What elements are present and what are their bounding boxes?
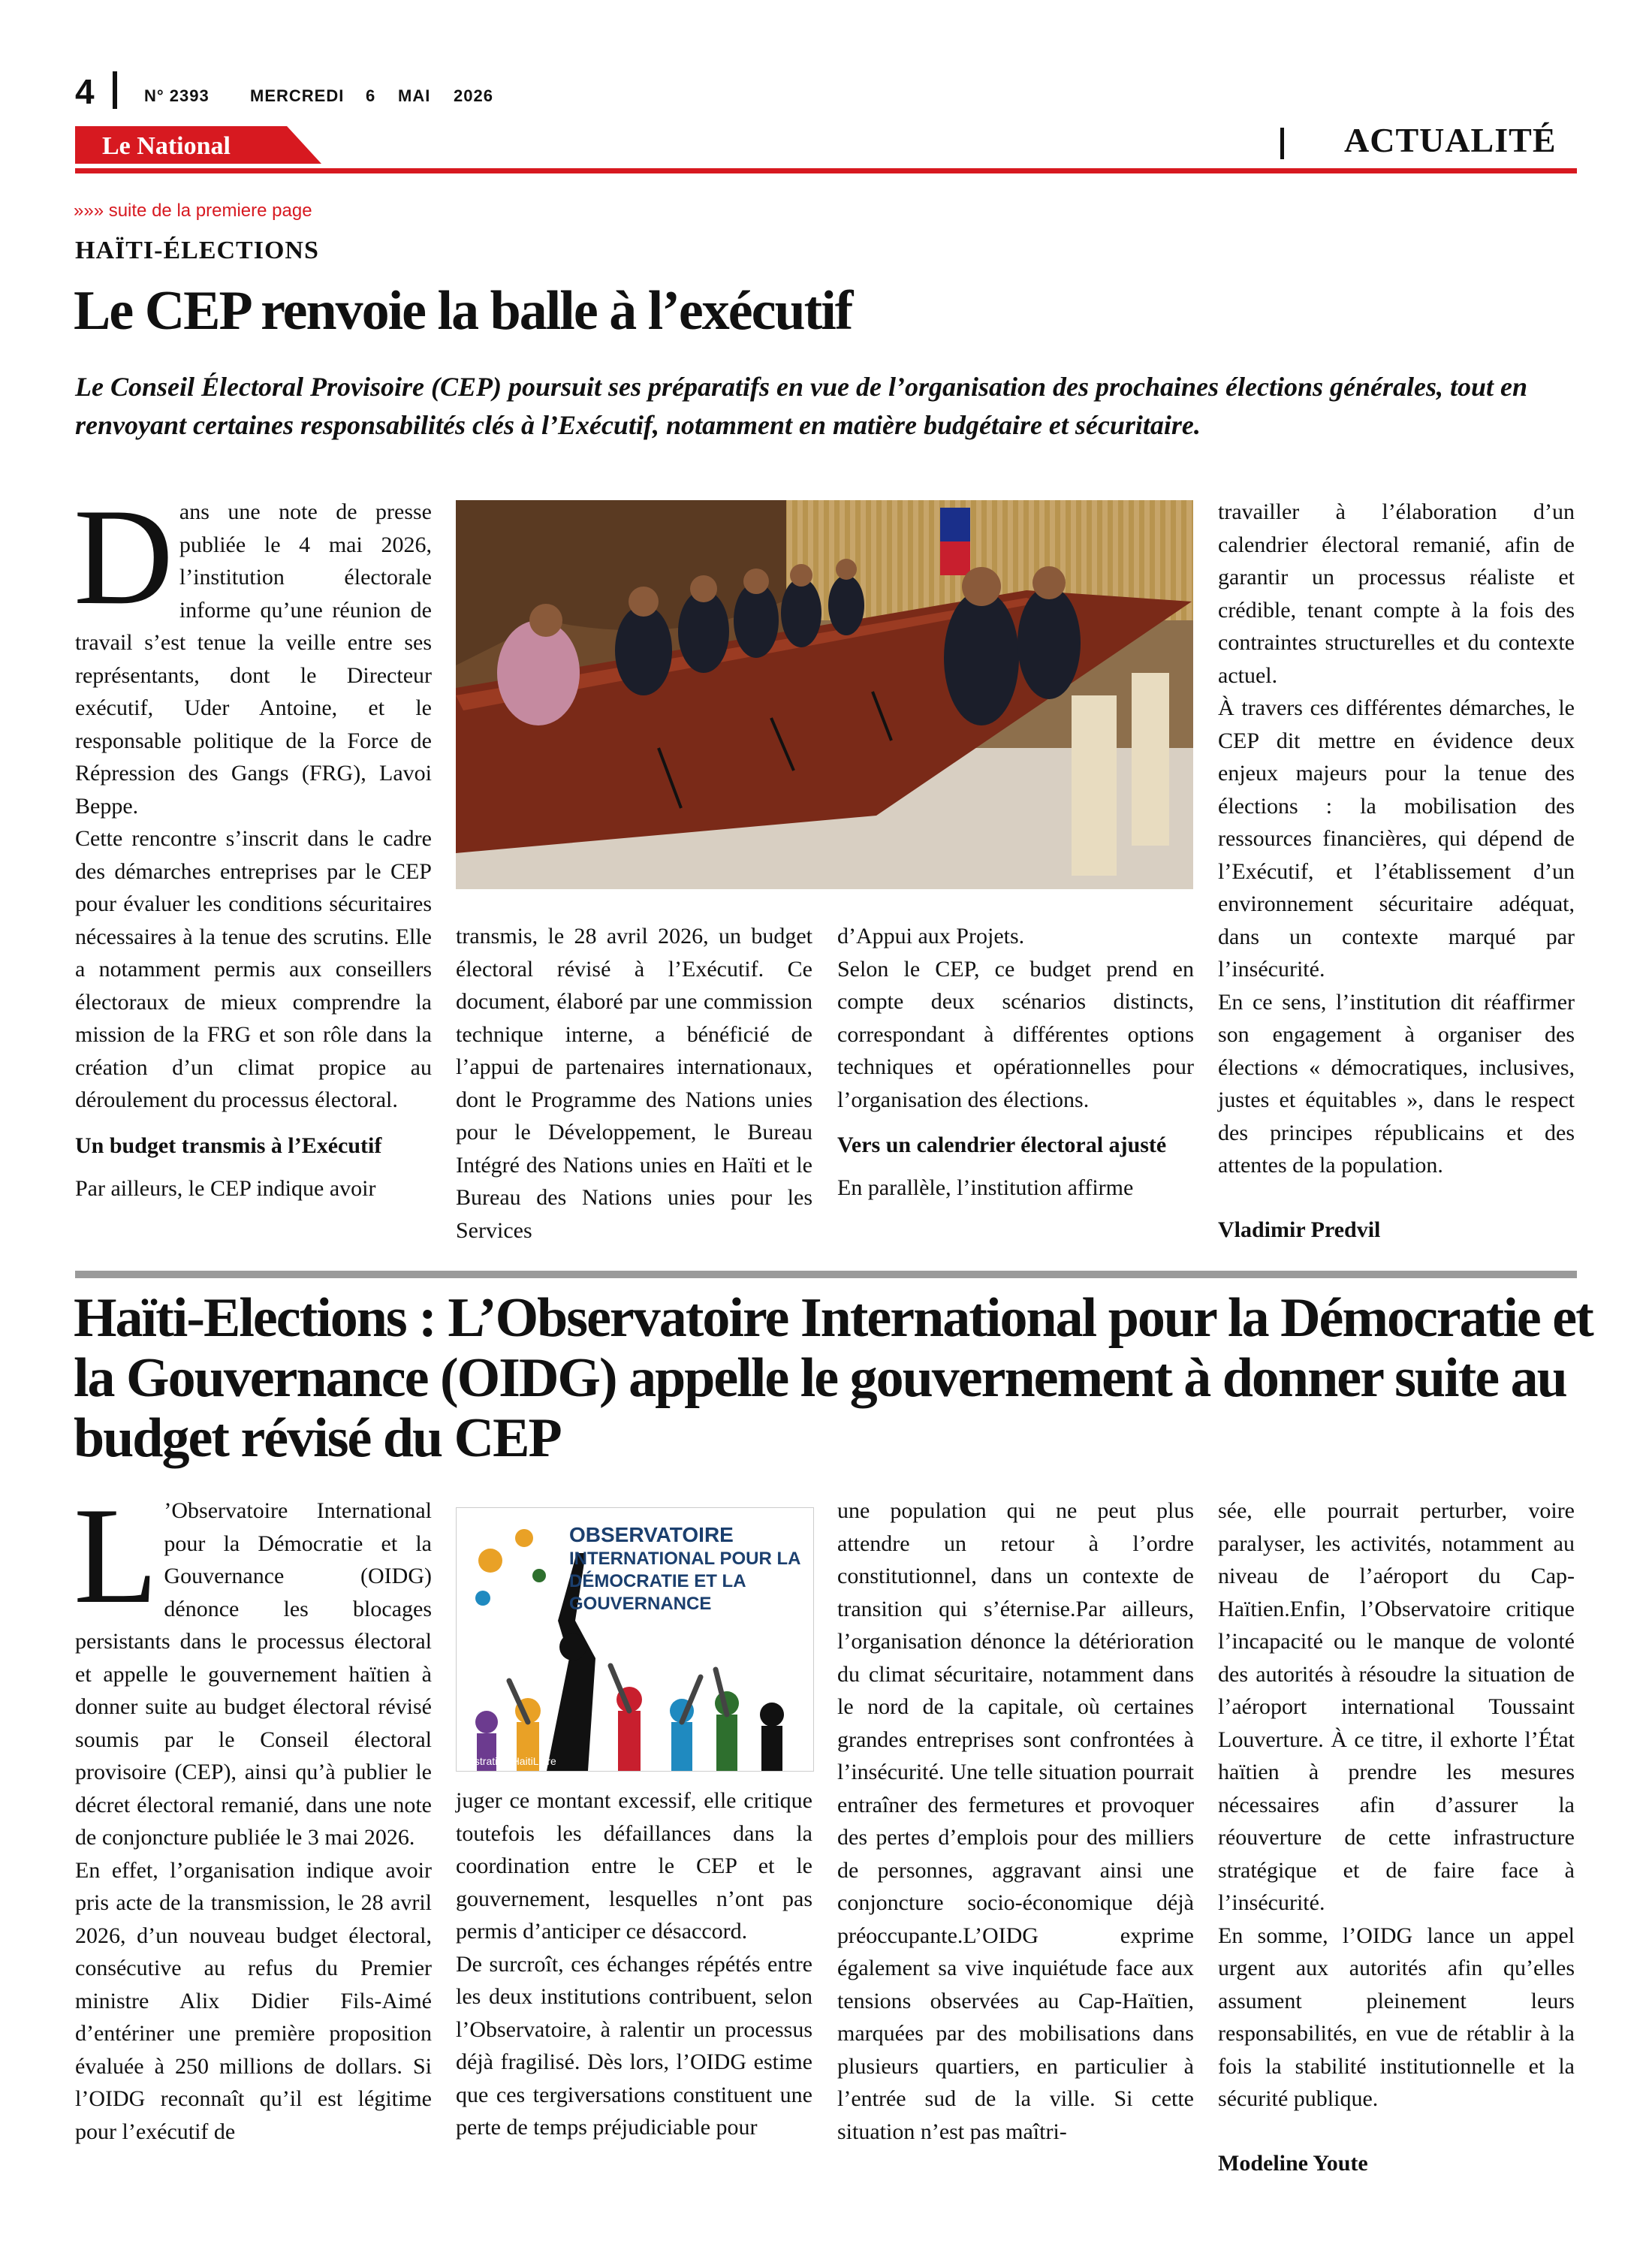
paragraph: À travers ces différentes démarches, le CEP dit mettre en évidence deux enjeux majeurs pour la tenue des élections : la mobilisation des ressources financières, qui dépend de l’Exécutif, et l’établissement d’un environnement sécuritaire adéquat, dans un contexte marqué par l’insécurité. bbox=[1218, 695, 1575, 982]
meeting-photo bbox=[456, 500, 1193, 889]
article1-lede: Le Conseil Électoral Provisoire (CEP) poursuit ses préparatifs en vue de l’organisation des prochaines élections générales, tout en renvoyant certaines responsabilités clés à l’Exécutif, notamment en matière budgétaire et sécuritaire. bbox=[75, 372, 1528, 440]
article1-column-4 bbox=[1218, 496, 1575, 1246]
logo-line-4: GOUVERNANCE bbox=[569, 1594, 712, 1614]
paragraph: De surcroît, ces échanges répétés entre les deux institutions contribuent, selon l’Observatoire, à ralentir un processus déjà fragilisé. Dès lors, l’OIDG estime que ces tergiversations constituent une perte de temps préjudiciable pour bbox=[456, 1951, 812, 2140]
header-divider bbox=[113, 71, 117, 109]
article2-dropcap: L bbox=[74, 1479, 158, 1632]
logo-line-3: DÉMOCRATIE ET LA bbox=[569, 1571, 746, 1591]
date-year: 2026 bbox=[454, 86, 493, 105]
article2-column-1 bbox=[74, 1479, 432, 2148]
continued-from-front: »»» suite de la premiere page bbox=[74, 201, 312, 221]
article2-column-4 bbox=[1218, 1494, 1575, 2179]
article1-column-1 bbox=[74, 480, 432, 1205]
paragraph: ans une note de presse publiée le 4 mai 2026, l’institution électorale informe qu’une réunion de travail s’est tenue la veille entre ses représentants, dont le Directeur exécutif, Uder Antoine, et le responsable politique de la Force de Répression des Gangs (FRG), Lavoi Beppe. bbox=[75, 499, 432, 819]
paragraph: En parallèle, l’institution affirme bbox=[837, 1175, 1134, 1200]
paragraph: travailler à l’élaboration d’un calendrier électoral remanié, afin de garantir un processus réaliste et crédible, tenant compte à la fois des contraintes structurelles et du contexte actuel. bbox=[1218, 499, 1575, 688]
article1-column-2 bbox=[456, 920, 812, 1247]
logo-line-1: OBSERVATOIRE bbox=[569, 1523, 734, 1546]
paragraph: ’Observatoire International pour la Démocratie et la Gouvernance (OIDG) dénonce les blocages persistants dans le processus électoral et appelle le gouvernement haïtien à donner suite au budget électoral révisé soumis par le Conseil électoral provisoire (CEP), ainsi qu’à publier le décret électoral remanié, dans une note de conjoncture publiée le 3 mai 2026. bbox=[75, 1498, 432, 1850]
date-month: MAI bbox=[398, 86, 431, 105]
newspaper-logo: Le National bbox=[102, 132, 231, 160]
issue-number: N° 2393 bbox=[144, 86, 210, 105]
article2-byline: Modeline Youte bbox=[1218, 2150, 1368, 2176]
article-separator bbox=[75, 1271, 1577, 1278]
article1-dropcap: D bbox=[74, 480, 173, 633]
paragraph: juger ce montant excessif, elle critique toutefois les défaillances dans la coordination entre le CEP et le gouvernement, lesquelles n’ont pas permis d’anticiper ce désaccord. bbox=[456, 1788, 812, 1944]
paragraph: une population qui ne peut plus attendre un retour à l’ordre constitutionnel, dans un contexte de transition qui s’éternise.Par ailleurs, l’organisation dénonce la détérioration du climat sécuritaire, notamment dans le nord de la capitale, où certaines grandes entreprises sont confrontées à l’insécurité. Une telle situation pourrait entraîner des fermetures et provoquer des pertes d’emplois pour des milliers de personnes, aggravant ainsi une conjoncture socio-économique déjà préoccupante.L’OIDG exprime également sa vive inquiétude face aux tensions observées au Cap-Haïtien, marquées par des mobilisations dans plusieurs quartiers, en particulier à l’entrée sud de la ville. Si cette situation n’est pas maîtri- bbox=[837, 1498, 1194, 2144]
date-day: MERCREDI bbox=[250, 86, 345, 105]
paragraph: Selon le CEP, ce budget prend en compte deux scénarios distincts, correspondant à différentes options techniques et opérationnelles pour l’organisation des élections. bbox=[837, 956, 1194, 1112]
logo-credit: Illustration HaitiLibre bbox=[461, 1755, 556, 1767]
paragraph: sée, elle pourrait perturber, voire paralyser, les activités, notamment au niveau de l’aéroport du Cap-Haïtien.Enfin, l’Observatoire critique l’incapacité ou le manque de volonté des autorités à résoudre la situation de l’aéroport international Toussaint Louverture. À ce titre, il exhorte l’État haïtien à prendre les mesures nécessaires afin d’assurer la réouverture de cette infrastructure stratégique et de faire face à l’insécurité. bbox=[1218, 1498, 1575, 1915]
article1-subhead-calendar: Vers un calendrier électoral ajusté bbox=[837, 1133, 1167, 1157]
article2-headline: Haïti-Elections : L’Observatoire International pour la Démocratie et la Gouvernance (OIDG) appelle le gouvernement à donner suite au budget révisé du CEP bbox=[74, 1287, 1593, 1469]
paragraph: En ce sens, l’institution dit réaffirmer son engagement à organiser des élections « démocratiques, inclusives, justes et équitables », dans le respect des principes républicains et des attentes de la population. bbox=[1218, 989, 1575, 1178]
article2-column-2 bbox=[456, 1784, 812, 2144]
section-title: ACTUALITÉ bbox=[1344, 121, 1557, 159]
article1-kicker: HAÏTI-ÉLECTIONS bbox=[75, 237, 319, 264]
page-number: 4 bbox=[75, 72, 95, 111]
article1-subhead-budget: Un budget transmis à l’Exécutif bbox=[75, 1133, 382, 1158]
paragraph: Par ailleurs, le CEP indique avoir bbox=[75, 1175, 376, 1201]
logo-line-2: INTERNATIONAL POUR LA bbox=[569, 1549, 801, 1569]
article1-column-3 bbox=[837, 920, 1194, 1205]
paragraph: d’Appui aux Projets. bbox=[837, 924, 1025, 949]
header-rule bbox=[75, 168, 1577, 173]
date-day-number: 6 bbox=[366, 86, 376, 105]
article1-byline: Vladimir Predvil bbox=[1218, 1217, 1381, 1242]
section-divider bbox=[1280, 128, 1284, 159]
paragraph: En somme, l’OIDG lance un appel urgent aux autorités afin qu’elles assument pleinement leurs responsabilités, en vue de rétablir à la fois la stabilité institutionnelle et la sécurité publique. bbox=[1218, 1923, 1575, 2111]
paragraph: Cette rencontre s’inscrit dans le cadre des démarches entreprises par le CEP pour évaluer les conditions sécuritaires nécessaires à la tenue des scrutins. Elle a notamment permis aux conseillers électoraux de mieux comprendre la mission de la FRG et son rôle dans la création d’un climat propice au déroulement du processus électoral. bbox=[75, 826, 432, 1112]
oidg-logo bbox=[456, 1507, 814, 1772]
paragraph: transmis, le 28 avril 2026, un budget électoral révisé à l’Exécutif. Ce document, élaboré par une commission technique interne, a bénéficié de l’appui de partenaires internationaux, dont le Programme des Nations unies pour le Développement, le Bureau Intégré des Nations unies en Haïti et le Bureau des Nations unies pour les Services bbox=[456, 924, 812, 1243]
article1-headline: Le CEP renvoie la balle à l’exécutif bbox=[74, 280, 852, 342]
article2-column-3 bbox=[837, 1494, 1194, 2148]
paragraph: En effet, l’organisation indique avoir pris acte de la transmission, le 28 avril 2026, d’un nouveau budget électoral, consécutive au refus du Premier ministre Alix Didier Fils-Aimé d’entériner une première proposition évaluée à 250 millions de dollars. Si l’OIDG reconnaît qu’il est légitime pour l’exécutif de bbox=[75, 1857, 432, 2144]
